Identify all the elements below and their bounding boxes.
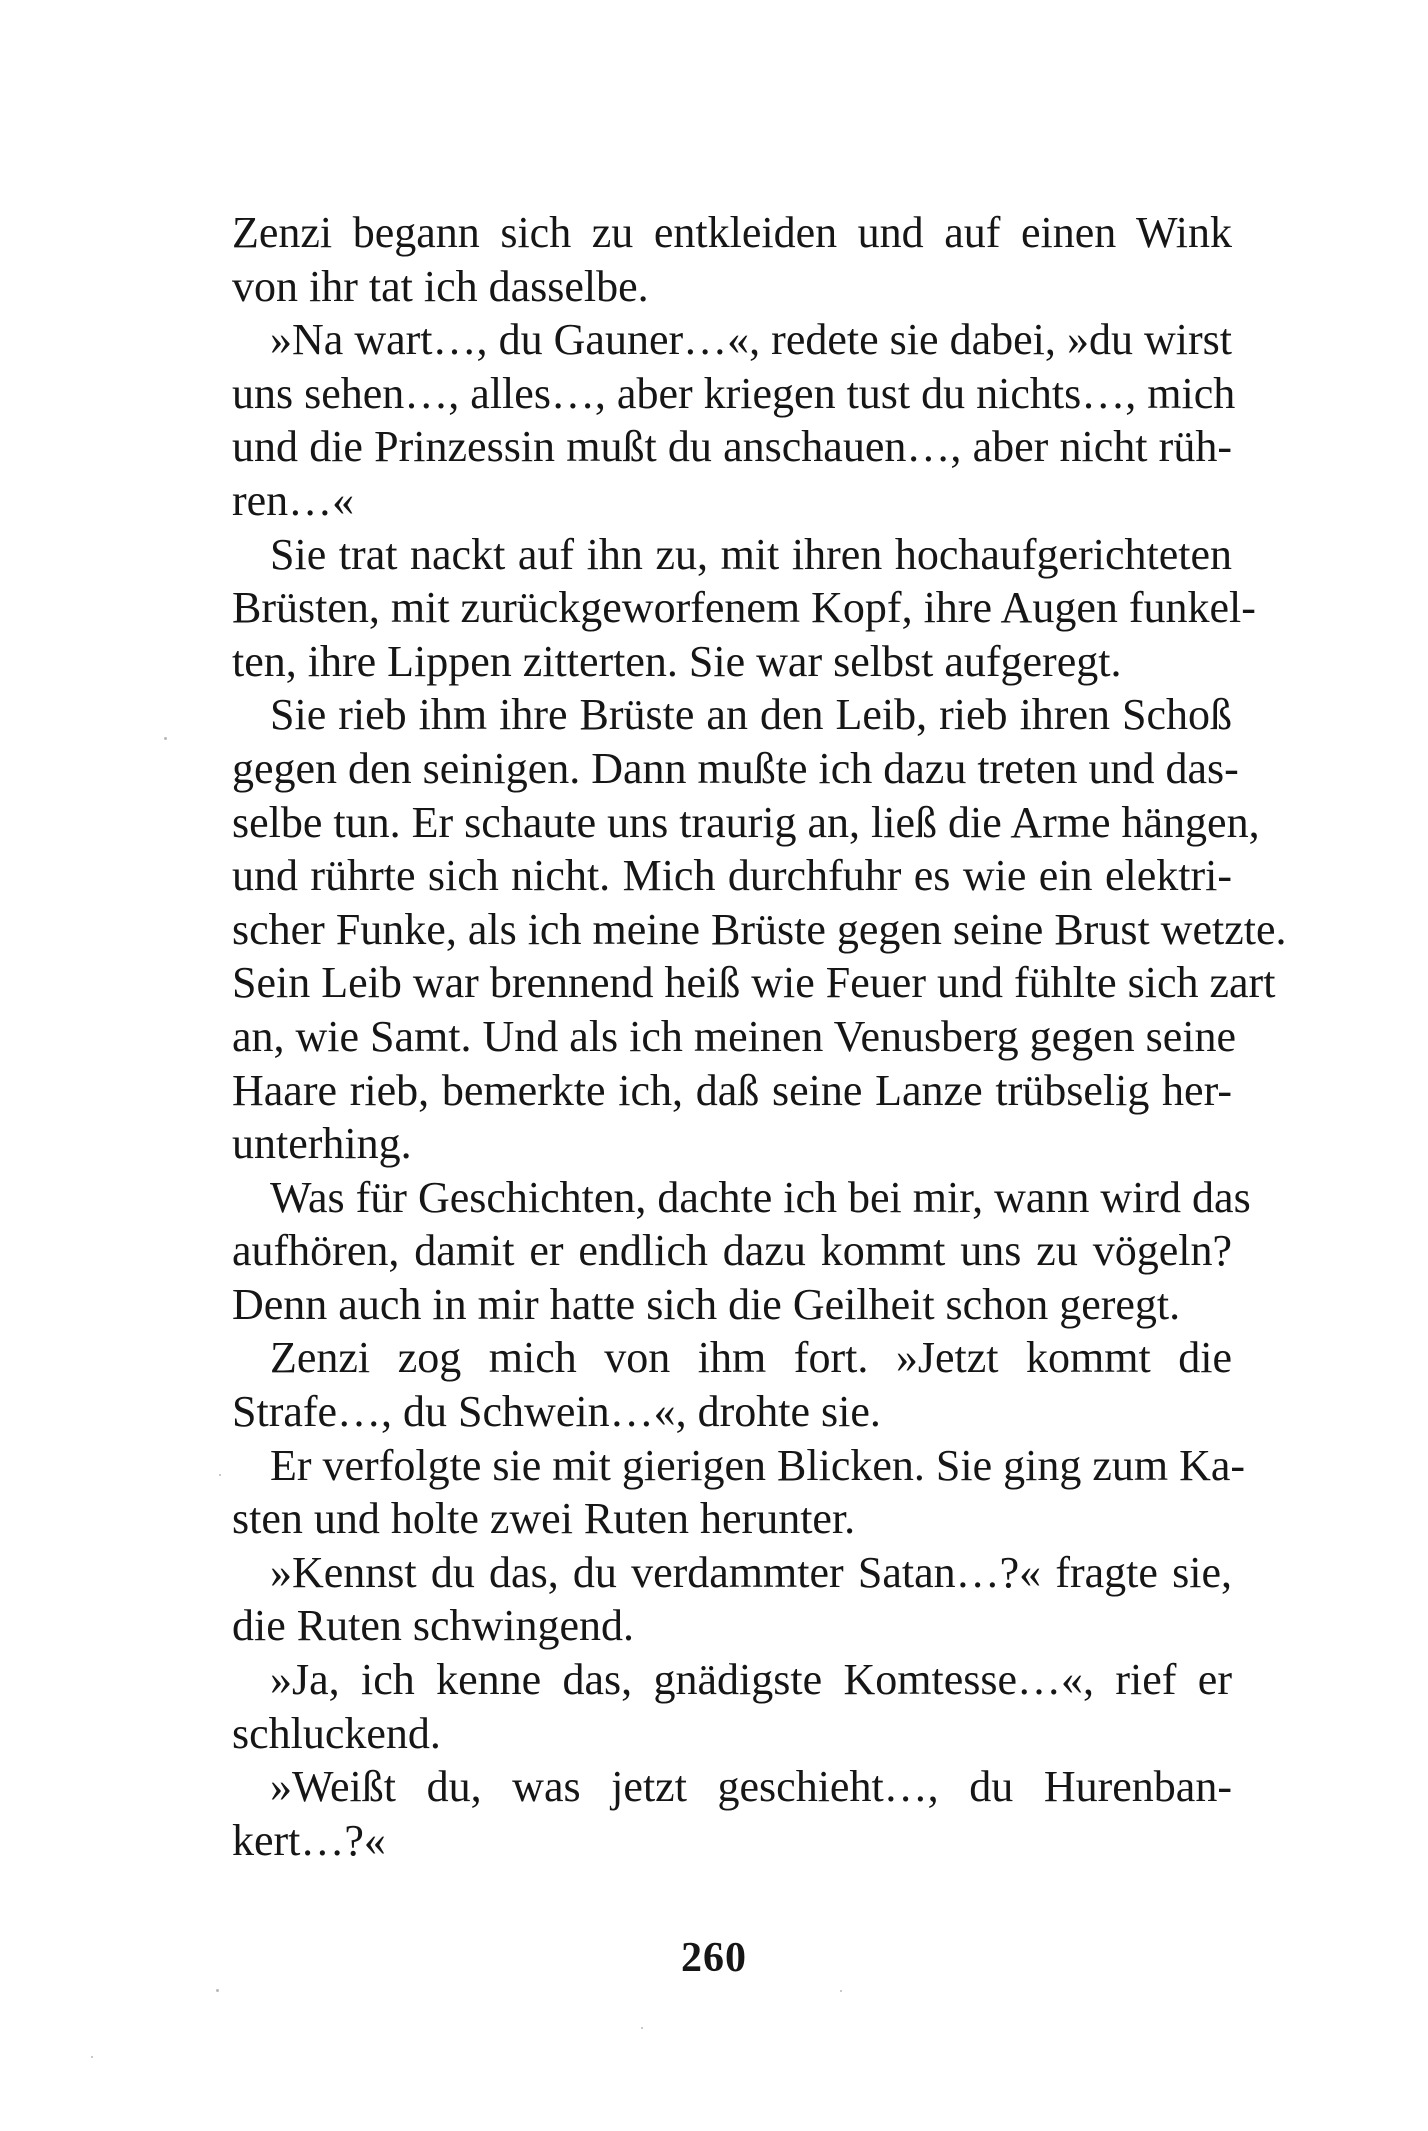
text-line: »Weißt du, was jetzt geschieht…, du Hurenban- (270, 1762, 1232, 1812)
scan-speck (216, 1989, 219, 1992)
text-line: gegen den seinigen. Dann mußte ich dazu treten und das- (232, 743, 1239, 793)
text-line: aufhören, damit er endlich dazu kommt uns zu vögeln? (232, 1226, 1232, 1276)
scan-speck (219, 1474, 221, 1476)
text-line: Sie rieb ihm ihre Brüste an den Leib, rieb ihren Schoß (270, 690, 1232, 740)
text-line: »Na wart…, du Gauner…«, redete sie dabei, »du wirst (270, 315, 1232, 365)
text-line: uns sehen…, alles…, aber kriegen tust du nichts…, mich (232, 368, 1236, 418)
text-line: unterhing. (232, 1119, 412, 1169)
text-line: »Kennst du das, du verdammter Satan…?« fragte sie, (270, 1547, 1232, 1597)
text-line: Sie trat nackt auf ihn zu, mit ihren hochaufgerichteten (270, 529, 1232, 579)
text-line: schluckend. (232, 1708, 441, 1758)
scan-speck (840, 1990, 842, 1992)
page-number: 260 (681, 1935, 747, 1981)
text-line: »Ja, ich kenne das, gnädigste Komtesse…«, rief er (270, 1655, 1232, 1705)
text-line: Er verfolgte sie mit gierigen Blicken. Sie ging zum Ka- (270, 1440, 1246, 1490)
scan-speck (91, 2056, 93, 2058)
text-line: von ihr tat ich dasselbe. (232, 261, 649, 311)
text-line: Zenzi zog mich von ihm fort. »Jetzt kommt die (270, 1333, 1232, 1383)
text-line: ren…« (232, 475, 355, 525)
text-line: Zenzi begann sich zu entkleiden und auf einen Wink (232, 208, 1232, 257)
text-line: die Ruten schwingend. (232, 1601, 635, 1651)
scan-speck (641, 2027, 643, 2029)
text-line: Denn auch in mir hatte sich die Geilheit schon geregt. (232, 1279, 1181, 1329)
text-line: kert…?« (232, 1815, 386, 1865)
text-line: Sein Leib war brennend heiß wie Feuer und fühlte sich zart (232, 958, 1276, 1008)
text-line: selbe tun. Er schaute uns traurig an, ließ die Arme hängen, (232, 797, 1260, 847)
scan-speck (164, 737, 167, 740)
text-line: und die Prinzessin mußt du anschauen…, aber nicht rüh- (232, 422, 1232, 472)
text-line: an, wie Samt. Und als ich meinen Venusberg gegen seine (232, 1011, 1237, 1061)
text-line: sten und holte zwei Ruten herunter. (232, 1494, 856, 1544)
body-text (232, 206, 1287, 1867)
text-line: Brüsten, mit zurückgeworfenem Kopf, ihre Augen funkel- (232, 583, 1256, 633)
text-line: Haare rieb, bemerkte ich, daß seine Lanze trübselig her- (232, 1065, 1232, 1115)
text-line: und rührte sich nicht. Mich durchfuhr es wie ein elektri- (232, 851, 1232, 901)
text-line: ten, ihre Lippen zitterten. Sie war selbst aufgeregt. (232, 636, 1122, 686)
text-line: Was für Geschichten, dachte ich bei mir, wann wird das (270, 1172, 1251, 1222)
text-line: Strafe…, du Schwein…«, drohte sie. (232, 1387, 881, 1437)
text-line: scher Funke, als ich meine Brüste gegen seine Brust wetzte. (232, 904, 1287, 954)
